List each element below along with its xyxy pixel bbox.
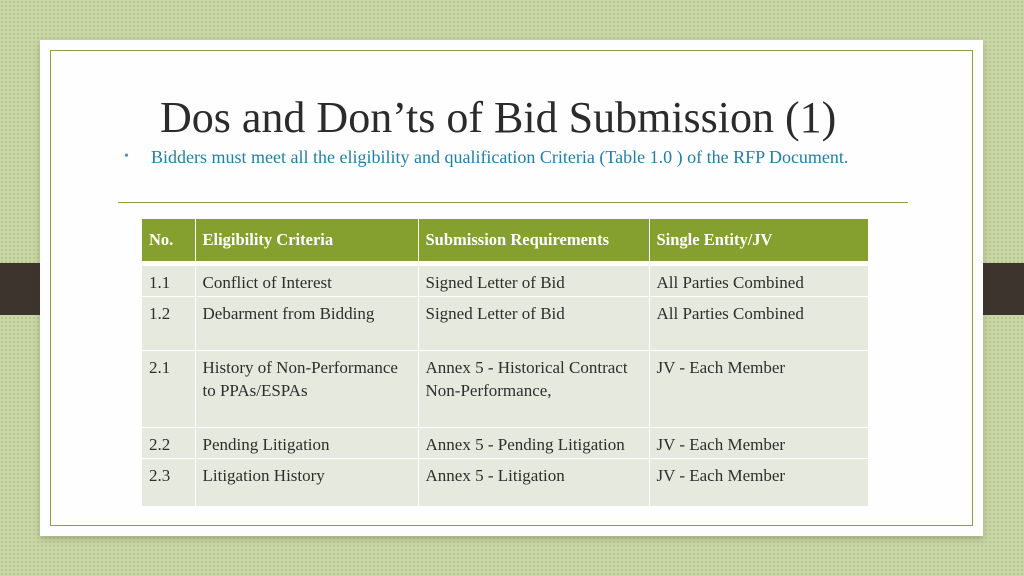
table-row (142, 428, 868, 459)
cell-criteria: Pending Litigation (195, 428, 418, 459)
cell-criteria: Debarment from Bidding (195, 297, 418, 351)
cell-no: 1.2 (142, 297, 195, 351)
slide-title: Dos and Don’ts of Bid Submission (1) (160, 93, 837, 142)
table-row (142, 297, 868, 351)
table-row (142, 351, 868, 428)
cell-requirement: Signed Letter of Bid (418, 266, 649, 297)
cell-entity: JV - Each Member (649, 459, 868, 506)
cell-criteria: History of Non-Performance to PPAs/ESPAs (195, 351, 418, 428)
bullet-text: Bidders must meet all the eligibility and qualification Criteria (Table 1.0 ) of the RFP Document. (151, 147, 849, 167)
cell-no: 1.1 (142, 266, 195, 297)
cell-entity: JV - Each Member (649, 351, 868, 428)
table-header-row (142, 219, 868, 261)
cell-entity: All Parties Combined (649, 266, 868, 297)
cell-requirement: Annex 5 - Historical Contract Non-Performance, (418, 351, 649, 428)
bullet-dot-icon: • (124, 149, 129, 164)
cell-no: 2.3 (142, 459, 195, 506)
cell-no: 2.1 (142, 351, 195, 428)
table-row (142, 459, 868, 506)
header-no: No. (142, 219, 195, 261)
cell-requirement: Annex 5 - Pending Litigation (418, 428, 649, 459)
cell-criteria: Conflict of Interest (195, 266, 418, 297)
cell-requirement: Annex 5 - Litigation (418, 459, 649, 506)
header-eligibility-criteria: Eligibility Criteria (195, 219, 418, 261)
header-single-entity-jv: Single Entity/JV (649, 219, 868, 261)
header-submission-requirements: Submission Requirements (418, 219, 649, 261)
cell-requirement: Signed Letter of Bid (418, 297, 649, 351)
table-row (142, 266, 868, 297)
cell-criteria: Litigation History (195, 459, 418, 506)
divider (118, 202, 908, 203)
slide (40, 40, 983, 536)
criteria-table (142, 219, 868, 506)
cell-entity: All Parties Combined (649, 297, 868, 351)
cell-entity: JV - Each Member (649, 428, 868, 459)
cell-no: 2.2 (142, 428, 195, 459)
